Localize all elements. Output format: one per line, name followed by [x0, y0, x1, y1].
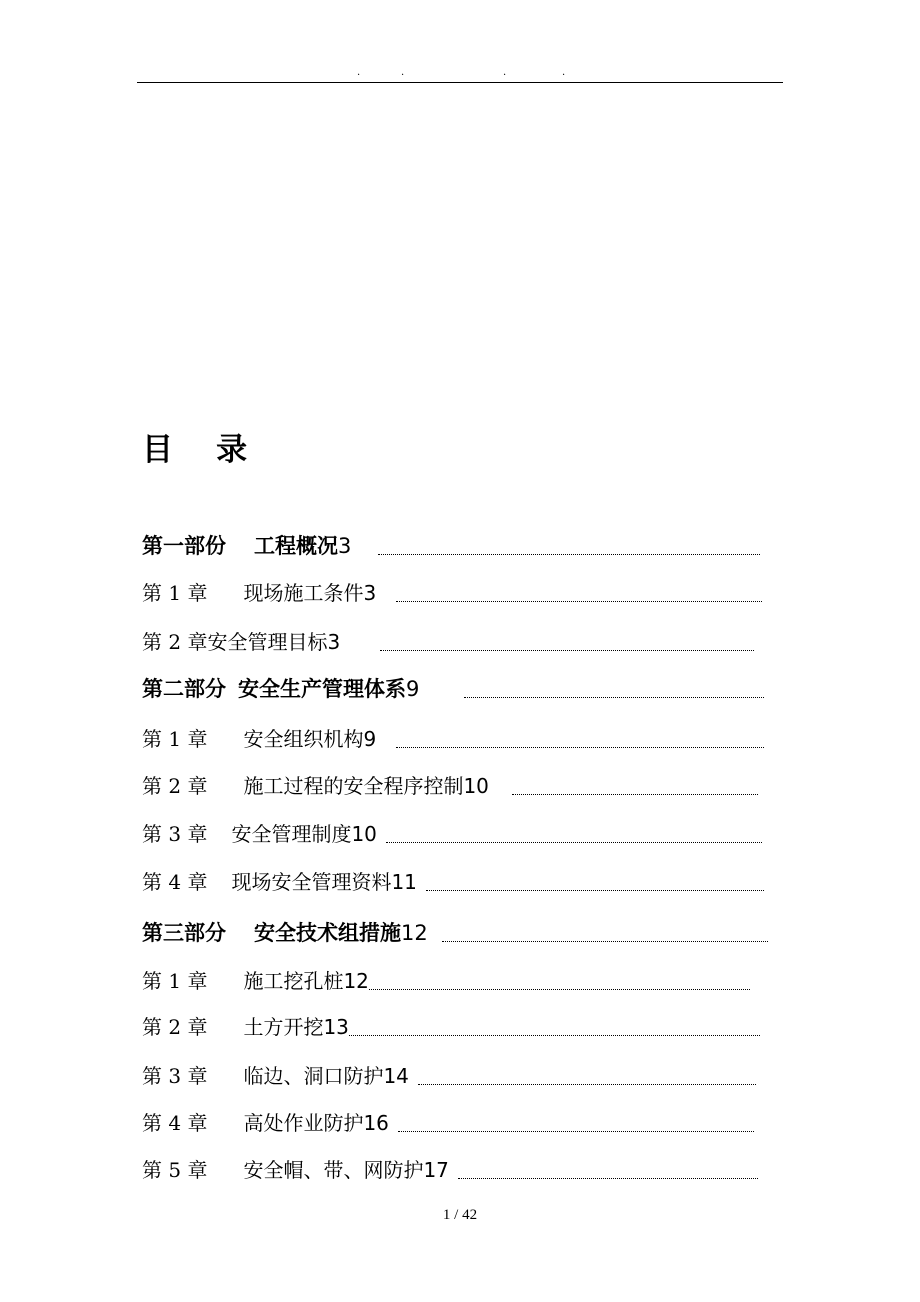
- toc-entry-page: 12: [343, 969, 369, 993]
- toc-entry-page: 14: [383, 1064, 409, 1088]
- toc-entry-text: 安全帽、带、网防护: [243, 1158, 424, 1182]
- toc-entry-page: 12: [401, 921, 428, 945]
- toc-entry[interactable]: [142, 1108, 389, 1138]
- toc-entry[interactable]: [142, 819, 377, 849]
- toc-entry-text: 安全技术组措施: [254, 920, 401, 945]
- toc-leader: [398, 1131, 754, 1132]
- toc-leader: [442, 941, 768, 942]
- toc-entry-page: 3: [327, 630, 341, 654]
- toc-entry-prefix: 第 5 章: [142, 1158, 208, 1182]
- toc-entry-text: 现场施工条件: [243, 581, 364, 605]
- toc-entry-prefix: 第 3 章: [142, 822, 208, 846]
- toc-leader: [464, 697, 764, 698]
- header-dot: .: [562, 67, 566, 78]
- toc-entry-page: 17: [423, 1158, 449, 1182]
- toc-leader: [366, 989, 750, 990]
- toc-entry-prefix: 第 2 章: [142, 774, 208, 798]
- header-dots: [0, 68, 920, 82]
- toc-entry-page: 9: [406, 677, 420, 701]
- toc-entry-page: 9: [363, 727, 377, 751]
- toc-leader: [348, 1035, 760, 1036]
- toc-entry[interactable]: [142, 867, 417, 897]
- toc-entry[interactable]: [142, 771, 489, 801]
- toc-entry-text: 安全管理目标: [207, 630, 328, 654]
- toc-entry-prefix: 第一部份: [142, 533, 226, 558]
- toc-leader: [396, 747, 764, 748]
- toc-entry-prefix: 第 1 章: [142, 969, 208, 993]
- header-dot: .: [503, 67, 507, 78]
- toc-entry-page: 11: [391, 870, 417, 894]
- toc-entry-text: 临边、洞口防护: [243, 1064, 384, 1088]
- toc-leader: [396, 601, 762, 602]
- toc-entry[interactable]: [142, 674, 419, 704]
- toc-entry-prefix: 第 2 章: [142, 1015, 208, 1039]
- toc-entry-prefix: 第 4 章: [142, 1111, 208, 1135]
- toc-entry[interactable]: [142, 724, 376, 754]
- toc-entry-text: 安全生产管理体系: [238, 676, 406, 701]
- toc-entry[interactable]: [142, 627, 340, 657]
- toc-title: 目 录: [142, 432, 248, 468]
- toc-leader: [418, 1084, 756, 1085]
- toc-entry-text: 工程概况: [254, 533, 338, 558]
- toc-entry-page: 16: [363, 1111, 389, 1135]
- toc-entry[interactable]: [142, 1155, 449, 1185]
- header-dot: .: [401, 67, 405, 78]
- toc-entry-text: 高处作业防护: [243, 1111, 364, 1135]
- header-dot: .: [357, 67, 361, 78]
- toc-leader: [426, 890, 764, 891]
- toc-leader: [380, 650, 754, 651]
- toc-entry-text: 现场安全管理资料: [231, 870, 392, 894]
- toc-entry-page: 3: [363, 581, 377, 605]
- toc-entry-prefix: 第 2 章: [142, 630, 208, 654]
- toc-entry[interactable]: [142, 531, 351, 561]
- toc-entry-text: 施工挖孔桩: [243, 969, 344, 993]
- toc-entry[interactable]: [142, 966, 369, 996]
- toc-entry-text: 安全组织机构: [243, 727, 364, 751]
- toc-entry-text: 安全管理制度: [231, 822, 352, 846]
- toc-entry-prefix: 第 1 章: [142, 581, 208, 605]
- toc-leader: [458, 1178, 758, 1179]
- toc-entry-prefix: 第 1 章: [142, 727, 208, 751]
- toc-entry-prefix: 第 3 章: [142, 1064, 208, 1088]
- toc-entry[interactable]: [142, 578, 376, 608]
- toc-entry-prefix: 第 4 章: [142, 870, 208, 894]
- toc-leader: [386, 842, 762, 843]
- page-indicator: 1 / 42: [442, 1207, 478, 1223]
- toc-entry-prefix: 第二部分: [142, 676, 226, 701]
- toc-leader: [378, 554, 760, 555]
- toc-entry-page: 13: [323, 1015, 349, 1039]
- toc-entry-page: 3: [338, 534, 352, 558]
- header-rule: [137, 82, 783, 83]
- toc-entry-text: 土方开挖: [243, 1015, 324, 1039]
- toc-leader: [512, 794, 758, 795]
- toc-entry-text: 施工过程的安全程序控制: [243, 774, 464, 798]
- toc-entry[interactable]: [142, 1061, 409, 1091]
- toc-entry[interactable]: [142, 1012, 349, 1042]
- toc-entry-page: 10: [463, 774, 489, 798]
- toc-entry-prefix: 第三部分: [142, 920, 226, 945]
- toc-entry-page: 10: [351, 822, 377, 846]
- toc-entry[interactable]: [142, 918, 428, 948]
